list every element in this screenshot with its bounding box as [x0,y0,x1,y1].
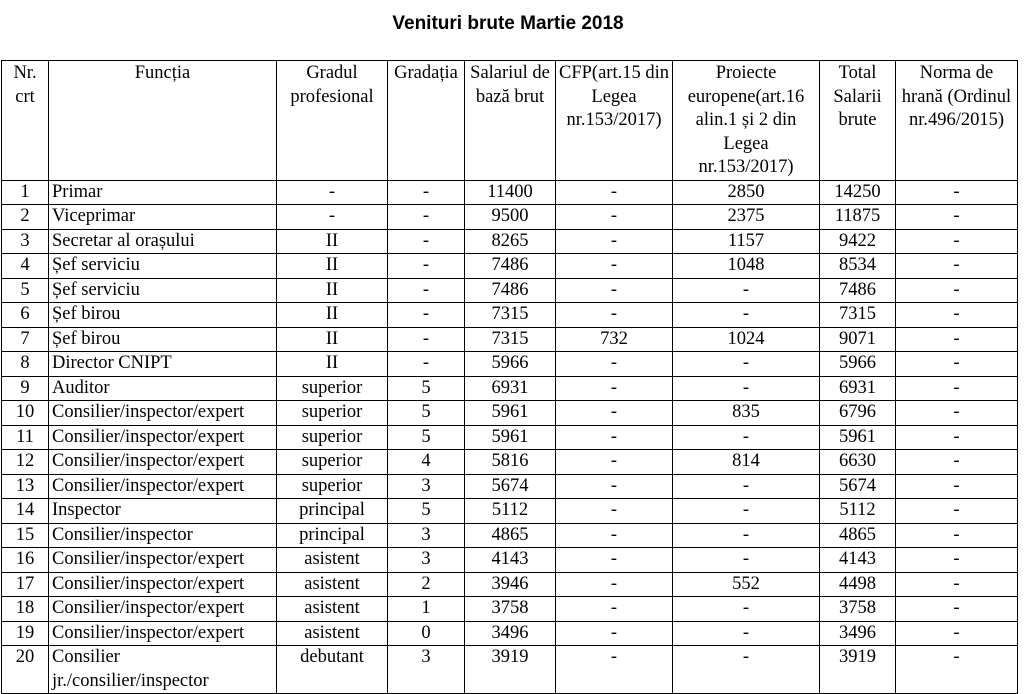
cell-nr: 18 [2,597,49,622]
cell-gradatia: - [388,352,465,377]
cell-cfp: - [556,450,673,475]
cell-nr: 1 [2,180,49,205]
cell-proiecte: - [673,352,820,377]
cell-cfp: - [556,254,673,279]
cell-total: 14250 [820,180,896,205]
table-row [2,278,1018,303]
cell-grad: superior [277,401,388,426]
cell-grad: debutant [277,646,388,694]
cell-total: 3919 [820,646,896,694]
cell-salariu: 5961 [465,425,556,450]
cell-nr: 3 [2,229,49,254]
cell-gradatia: 2 [388,572,465,597]
cell-functia: Director CNIPT [49,352,277,377]
header-functia: Funcția [49,61,277,181]
cell-gradatia: 3 [388,523,465,548]
cell-salariu: 5112 [465,499,556,524]
cell-proiecte: 2850 [673,180,820,205]
cell-norma: - [896,205,1018,230]
cell-nr: 8 [2,352,49,377]
cell-salariu: 7315 [465,327,556,352]
cell-grad: II [277,352,388,377]
cell-norma: - [896,180,1018,205]
cell-grad: asistent [277,548,388,573]
cell-proiecte: - [673,523,820,548]
cell-salariu: 6931 [465,376,556,401]
table-row [2,499,1018,524]
cell-salariu: 3496 [465,621,556,646]
cell-cfp: - [556,548,673,573]
header-norma: Norma de hrană (Ordinul nr.496/2015) [896,61,1018,181]
cell-total: 5966 [820,352,896,377]
cell-salariu: 3946 [465,572,556,597]
cell-total: 6630 [820,450,896,475]
cell-proiecte: 1157 [673,229,820,254]
header-nr: Nr. crt [2,61,49,181]
cell-nr: 11 [2,425,49,450]
table-row [2,254,1018,279]
cell-norma: - [896,401,1018,426]
cell-norma: - [896,474,1018,499]
cell-cfp: - [556,376,673,401]
cell-nr: 16 [2,548,49,573]
cell-proiecte: - [673,278,820,303]
cell-norma: - [896,597,1018,622]
cell-cfp: - [556,499,673,524]
cell-cfp: - [556,572,673,597]
cell-norma: - [896,499,1018,524]
cell-cfp: - [556,621,673,646]
cell-gradatia: - [388,180,465,205]
cell-grad: principal [277,523,388,548]
cell-nr: 12 [2,450,49,475]
cell-total: 7486 [820,278,896,303]
cell-norma: - [896,376,1018,401]
cell-gradatia: 0 [388,621,465,646]
cell-functia: Consilier jr./consilier/inspector [49,646,277,694]
cell-salariu: 11400 [465,180,556,205]
cell-norma: - [896,646,1018,694]
cell-total: 5674 [820,474,896,499]
table-row [2,205,1018,230]
cell-proiecte: 552 [673,572,820,597]
cell-proiecte: - [673,548,820,573]
cell-cfp: - [556,180,673,205]
cell-cfp: - [556,425,673,450]
cell-gradatia: 3 [388,548,465,573]
table-header-row [2,61,1018,181]
cell-proiecte: - [673,425,820,450]
cell-salariu: 3758 [465,597,556,622]
cell-functia: Consilier/inspector [49,523,277,548]
cell-norma: - [896,523,1018,548]
cell-gradatia: 4 [388,450,465,475]
table-row [2,646,1018,694]
cell-functia: Consilier/inspector/expert [49,450,277,475]
cell-proiecte: 814 [673,450,820,475]
cell-nr: 2 [2,205,49,230]
cell-grad: - [277,205,388,230]
cell-nr: 10 [2,401,49,426]
cell-grad: II [277,327,388,352]
cell-gradatia: 5 [388,376,465,401]
cell-gradatia: - [388,327,465,352]
cell-salariu: 8265 [465,229,556,254]
header-gradatia: Gradația [388,61,465,181]
header-proiecte: Proiecte europene(art.16 alin.1 și 2 din Legea nr.153/2017) [673,61,820,181]
cell-nr: 20 [2,646,49,694]
cell-norma: - [896,278,1018,303]
cell-proiecte: - [673,499,820,524]
cell-salariu: 5961 [465,401,556,426]
cell-salariu: 5816 [465,450,556,475]
cell-nr: 19 [2,621,49,646]
table-row [2,425,1018,450]
cell-cfp: - [556,474,673,499]
cell-salariu: 4865 [465,523,556,548]
cell-norma: - [896,229,1018,254]
cell-total: 4865 [820,523,896,548]
cell-total: 3496 [820,621,896,646]
cell-grad: superior [277,425,388,450]
cell-total: 7315 [820,303,896,328]
table-row [2,376,1018,401]
cell-functia: Primar [49,180,277,205]
cell-gradatia: 3 [388,646,465,694]
cell-proiecte: - [673,376,820,401]
cell-grad: II [277,303,388,328]
cell-norma: - [896,572,1018,597]
cell-nr: 6 [2,303,49,328]
table-row [2,474,1018,499]
cell-cfp: - [556,303,673,328]
table-row [2,401,1018,426]
cell-gradatia: - [388,254,465,279]
cell-grad: superior [277,376,388,401]
cell-salariu: 7315 [465,303,556,328]
cell-grad: asistent [277,621,388,646]
cell-functia: Consilier/inspector/expert [49,474,277,499]
cell-gradatia: - [388,278,465,303]
cell-proiecte: - [673,597,820,622]
cell-total: 4498 [820,572,896,597]
cell-cfp: - [556,646,673,694]
cell-norma: - [896,548,1018,573]
cell-gradatia: 5 [388,499,465,524]
cell-gradatia: - [388,303,465,328]
cell-gradatia: 5 [388,425,465,450]
cell-grad: superior [277,474,388,499]
cell-gradatia: - [388,205,465,230]
cell-cfp: - [556,229,673,254]
cell-proiecte: 835 [673,401,820,426]
cell-total: 4143 [820,548,896,573]
table-row [2,621,1018,646]
cell-grad: asistent [277,597,388,622]
cell-grad: asistent [277,572,388,597]
cell-total: 9071 [820,327,896,352]
cell-salariu: 7486 [465,278,556,303]
cell-functia: Inspector [49,499,277,524]
cell-functia: Șef serviciu [49,254,277,279]
cell-cfp: - [556,205,673,230]
cell-norma: - [896,450,1018,475]
table-row [2,180,1018,205]
cell-nr: 17 [2,572,49,597]
cell-functia: Consilier/inspector/expert [49,548,277,573]
cell-nr: 5 [2,278,49,303]
cell-total: 6796 [820,401,896,426]
table-row [2,572,1018,597]
header-total: Total Salarii brute [820,61,896,181]
table-row [2,450,1018,475]
cell-functia: Consilier/inspector/expert [49,621,277,646]
table-row [2,303,1018,328]
cell-gradatia: 1 [388,597,465,622]
cell-nr: 14 [2,499,49,524]
cell-proiecte: - [673,646,820,694]
cell-grad: superior [277,450,388,475]
cell-grad: II [277,254,388,279]
cell-proiecte: - [673,303,820,328]
cell-norma: - [896,621,1018,646]
cell-norma: - [896,303,1018,328]
cell-nr: 4 [2,254,49,279]
cell-gradatia: - [388,229,465,254]
cell-functia: Secretar al orașului [49,229,277,254]
cell-total: 9422 [820,229,896,254]
cell-total: 6931 [820,376,896,401]
table-row [2,327,1018,352]
cell-cfp: - [556,597,673,622]
table-row [2,548,1018,573]
cell-functia: Auditor [49,376,277,401]
cell-nr: 7 [2,327,49,352]
cell-salariu: 9500 [465,205,556,230]
table-row [2,352,1018,377]
salary-table [1,60,1018,694]
cell-functia: Consilier/inspector/expert [49,425,277,450]
table-row [2,229,1018,254]
cell-total: 5112 [820,499,896,524]
cell-cfp: - [556,352,673,377]
cell-proiecte: - [673,474,820,499]
table-row [2,597,1018,622]
header-grad: Gradul profesional [277,61,388,181]
cell-proiecte: 1024 [673,327,820,352]
cell-functia: Șef serviciu [49,278,277,303]
cell-functia: Viceprimar [49,205,277,230]
cell-proiecte: 2375 [673,205,820,230]
cell-salariu: 4143 [465,548,556,573]
cell-functia: Consilier/inspector/expert [49,401,277,426]
cell-nr: 9 [2,376,49,401]
cell-functia: Consilier/inspector/expert [49,597,277,622]
cell-nr: 15 [2,523,49,548]
cell-cfp: - [556,278,673,303]
cell-grad: principal [277,499,388,524]
cell-nr: 13 [2,474,49,499]
cell-total: 11875 [820,205,896,230]
table-row [2,523,1018,548]
cell-functia: Consilier/inspector/expert [49,572,277,597]
cell-total: 8534 [820,254,896,279]
cell-salariu: 3919 [465,646,556,694]
cell-functia: Șef birou [49,303,277,328]
cell-gradatia: 5 [388,401,465,426]
cell-grad: II [277,229,388,254]
cell-cfp: 732 [556,327,673,352]
cell-functia: Șef birou [49,327,277,352]
cell-cfp: - [556,401,673,426]
cell-total: 3758 [820,597,896,622]
cell-gradatia: 3 [388,474,465,499]
cell-salariu: 5674 [465,474,556,499]
cell-proiecte: - [673,621,820,646]
cell-grad: - [277,180,388,205]
cell-salariu: 7486 [465,254,556,279]
cell-proiecte: 1048 [673,254,820,279]
cell-grad: II [277,278,388,303]
cell-norma: - [896,327,1018,352]
cell-norma: - [896,254,1018,279]
cell-norma: - [896,352,1018,377]
header-cfp: CFP(art.15 din Legea nr.153/2017) [556,61,673,181]
page-title: Venituri brute Martie 2018 [392,13,624,34]
cell-total: 5961 [820,425,896,450]
cell-cfp: - [556,523,673,548]
cell-salariu: 5966 [465,352,556,377]
cell-norma: - [896,425,1018,450]
header-salariu: Salariul de bază brut [465,61,556,181]
